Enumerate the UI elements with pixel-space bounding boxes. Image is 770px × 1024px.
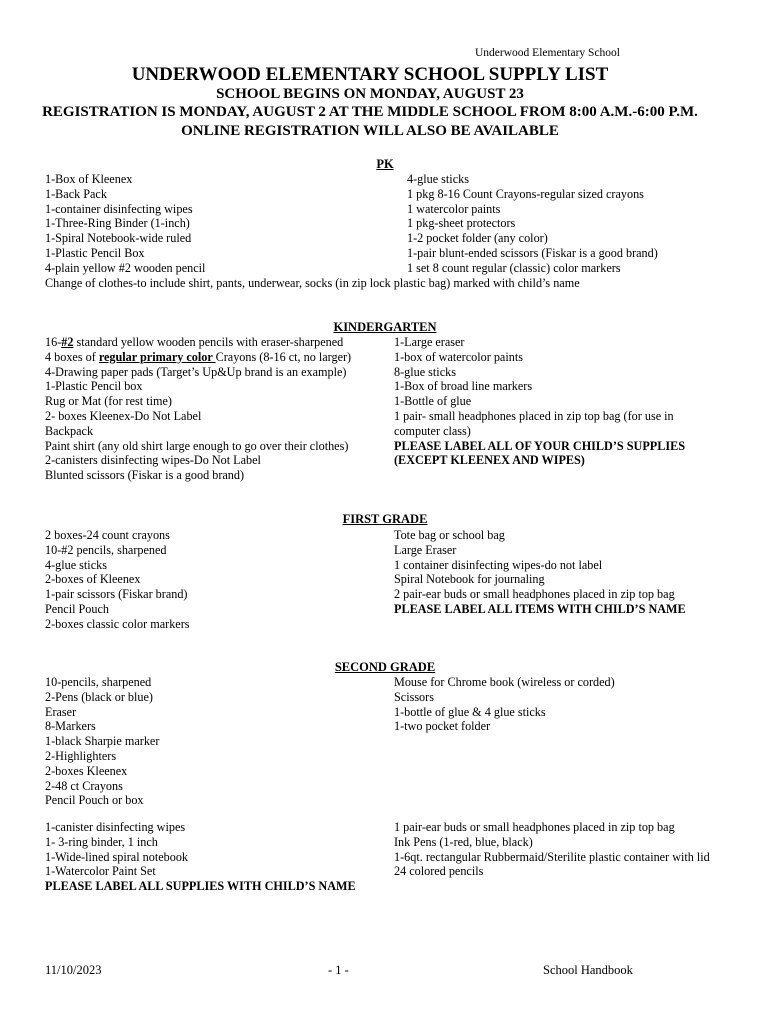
list-item: 4-glue sticks — [45, 557, 107, 572]
list-item: 1-two pocket folder — [394, 719, 491, 734]
pk-right-list — [407, 172, 658, 276]
list-item: 2-boxes of Kleenex — [45, 572, 141, 587]
list-item: 2-boxes Kleenex — [45, 763, 128, 778]
list-item: 8-Markers — [45, 719, 96, 734]
second-grade-right-list — [394, 675, 615, 734]
list-item: 1-Wide-lined spiral notebook — [45, 849, 189, 864]
list-item: 1 pkg 8-16 Count Crayons-regular sized crayons — [407, 186, 644, 201]
running-header: Underwood Elementary School — [475, 47, 620, 59]
list-item: 1-Watercolor Paint Set — [45, 864, 156, 879]
footer-page-number: - 1 - — [328, 963, 349, 977]
list-item: Blunted scissors (Fiskar is a good brand) — [45, 468, 245, 483]
list-item: 1-black Sharpie marker — [45, 734, 160, 749]
list-item: Pencil Pouch — [45, 601, 109, 616]
online-registration-line: ONLINE REGISTRATION WILL ALSO BE AVAILABLE — [181, 123, 559, 139]
list-item: 2-Highlighters — [45, 748, 117, 763]
list-item: 2-canisters disinfecting wipes-Do Not Label — [45, 453, 261, 468]
list-item: 4-plain yellow #2 wooden pencil — [45, 260, 206, 275]
list-item: Scissors — [394, 689, 434, 704]
first-grade-right-list — [394, 528, 686, 617]
list-item: 2 boxes-24 count crayons — [45, 528, 170, 542]
list-item: Rug or Mat (for rest time) — [45, 394, 172, 409]
pk-clothes-note: Change of clothes-to include shirt, pants, underwear, socks (in zip lock plastic bag) marked with child’s name — [45, 275, 580, 290]
list-item: 1-Three-Ring Binder (1-inch) — [45, 216, 190, 231]
page-title: UNDERWOOD ELEMENTARY SCHOOL SUPPLY LIST — [131, 64, 609, 85]
kindergarten-left-list — [45, 335, 351, 483]
list-item: 1-Plastic Pencil Box — [45, 245, 145, 260]
label-notice: PLEASE LABEL ALL OF YOUR CHILD’S SUPPLIES — [394, 438, 685, 453]
kindergarten-heading: KINDERGARTEN — [333, 320, 437, 334]
list-item: 2-boxes classic color markers — [45, 616, 190, 631]
pk-heading: PK — [376, 157, 394, 171]
list-item: 1-bottle of glue & 4 glue sticks — [394, 704, 546, 719]
list-item: 1 container disinfecting wipes-do not label — [394, 557, 603, 572]
list-item: 1 set 8 count regular (classic) color markers — [407, 260, 621, 275]
first-grade-left-list — [45, 528, 190, 632]
second-grade-heading: SECOND GRADE — [334, 660, 436, 674]
list-item: 1 pair- small headphones placed in zip top bag (for use in — [394, 408, 674, 423]
footer-date: 11/10/2023 — [45, 963, 102, 977]
footer-document-name: School Handbook — [543, 963, 633, 977]
list-item: 1-pair scissors (Fiskar brand) — [45, 587, 188, 602]
list-item: Mouse for Chrome book (wireless or corded) — [394, 675, 615, 689]
list-item: Backpack — [45, 423, 94, 438]
list-item: 2-48 ct Crayons — [45, 778, 123, 793]
list-item: 1-canister disinfecting wipes — [45, 820, 186, 834]
list-item: 8-glue sticks — [394, 364, 456, 379]
list-item: 1-box of watercolor paints — [394, 349, 523, 364]
kindergarten-right-list — [394, 335, 685, 468]
list-item: 4 boxes of regular primary color Crayons (8-16 ct, no larger) — [45, 349, 352, 364]
second-grade-right-list-2 — [394, 820, 710, 879]
list-item: 1-Large eraser — [394, 335, 465, 349]
list-item: 10-pencils, sharpened — [45, 675, 152, 689]
list-item: 4-Drawing paper pads (Target’s Up&Up brand is an example) — [45, 364, 347, 379]
school-begins-line: SCHOOL BEGINS ON MONDAY, AUGUST 23 — [216, 86, 524, 102]
list-item: Pencil Pouch or box — [45, 793, 144, 808]
list-item: 1-6qt. rectangular Rubbermaid/Sterilite plastic container with lid — [394, 849, 710, 864]
list-item: 24 colored pencils — [394, 864, 484, 879]
list-item: 1-2 pocket folder (any color) — [407, 231, 548, 246]
list-item: 1 watercolor paints — [407, 201, 501, 216]
list-item: 2 pair-ear buds or small headphones placed in zip top bag — [394, 587, 675, 602]
list-item: 1 pair-ear buds or small headphones placed in zip top bag — [394, 820, 675, 834]
list-item: 2- boxes Kleenex-Do Not Label — [45, 408, 202, 423]
list-item: 1-Plastic Pencil box — [45, 379, 143, 394]
list-item: Eraser — [45, 704, 77, 719]
registration-line: REGISTRATION IS MONDAY, AUGUST 2 AT THE MIDDLE SCHOOL FROM 8:00 A.M.-6:00 P.M. — [42, 104, 698, 120]
list-item: Tote bag or school bag — [394, 528, 505, 542]
first-grade-heading: FIRST GRADE — [342, 512, 428, 526]
list-item: computer class) — [394, 423, 471, 438]
label-notice: PLEASE LABEL ALL SUPPLIES WITH CHILD’S NAME — [45, 879, 356, 894]
list-item: 1-Back Pack — [45, 186, 107, 201]
list-item: Ink Pens (1-red, blue, black) — [394, 834, 533, 849]
list-item: 1-Bottle of glue — [394, 394, 472, 409]
second-grade-left-list-2 — [45, 820, 356, 894]
list-item: 1-pair blunt-ended scissors (Fiskar is a good brand) — [407, 245, 658, 260]
list-item: 2-Pens (black or blue) — [45, 689, 153, 704]
list-item: 1-Box of broad line markers — [394, 379, 533, 394]
list-item: 16-#2 standard yellow wooden pencils with eraser-sharpened — [45, 335, 344, 349]
list-item: 1-container disinfecting wipes — [45, 201, 193, 216]
label-notice: (EXCEPT KLEENEX AND WIPES) — [394, 453, 585, 468]
list-item: 4-glue sticks — [407, 172, 469, 186]
list-item: 10-#2 pencils, sharpened — [45, 542, 167, 557]
list-item: 1 pkg-sheet protectors — [407, 216, 516, 231]
list-item: Large Eraser — [394, 542, 457, 557]
list-item: 1- 3-ring binder, 1 inch — [45, 834, 158, 849]
list-item: 1-Box of Kleenex — [45, 172, 133, 186]
label-notice: PLEASE LABEL ALL ITEMS WITH CHILD’S NAME — [394, 601, 686, 616]
list-item: Spiral Notebook for journaling — [394, 572, 545, 587]
second-grade-left-list — [45, 675, 159, 808]
list-item: 1-Spiral Notebook-wide ruled — [45, 231, 192, 246]
list-item: Paint shirt (any old shirt large enough to go over their clothes) — [45, 438, 349, 453]
